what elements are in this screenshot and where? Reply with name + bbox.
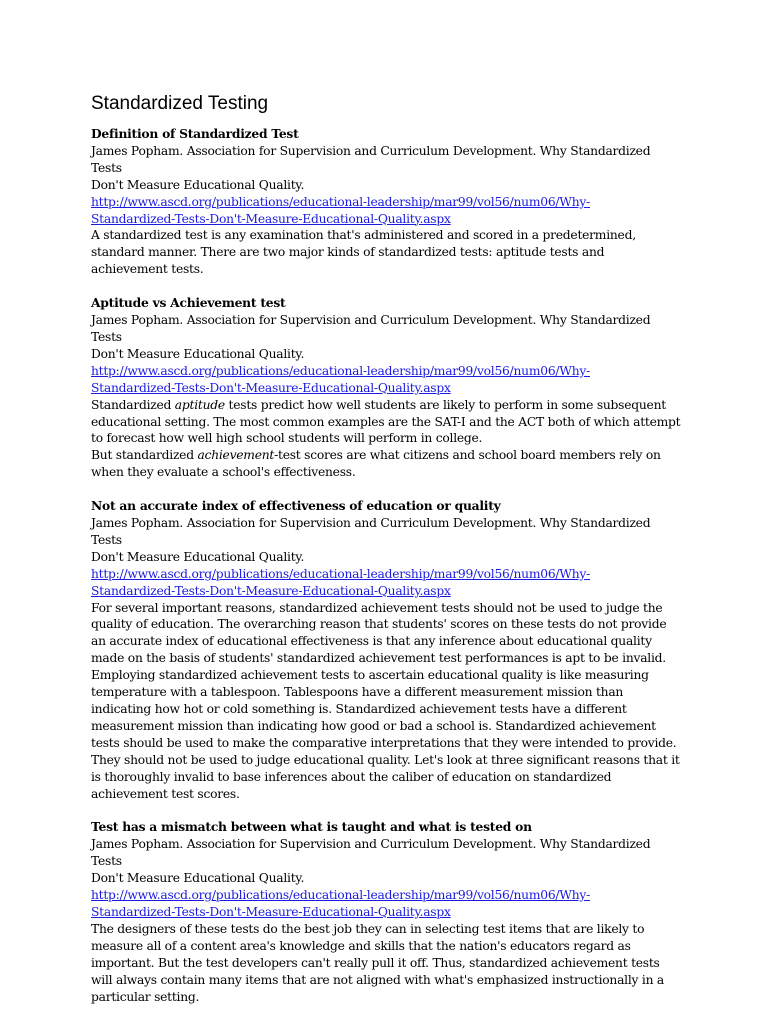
- source-link[interactable]: http://www.ascd.org/publications/educational-leadership/mar99/vol56/num06/Why-: [91, 888, 590, 903]
- section-heading: Aptitude vs Achievement test: [91, 295, 286, 311]
- emphasized-term: aptitude: [174, 397, 225, 412]
- citation-line: James Popham. Association for Supervision and Curriculum Development. Why Standardized Tests: [91, 143, 651, 175]
- emphasized-term: achievement: [197, 448, 275, 463]
- body-paragraph: For several important reasons, standardized achievement tests should not be used to judge the quality of education. The overarching reason that students' scores on these tests do not provide an accurate index of educational effectiveness is that any inference about educational quality made on the basis of students' standardized achievement test performances is apt to be invalid.: [91, 600, 667, 666]
- citation-line: Don't Measure Educational Quality.: [91, 871, 305, 886]
- body-paragraph: [91, 397, 681, 448]
- source-link[interactable]: Standardized-Tests-Don't-Measure-Educational-Quality.aspx: [91, 380, 451, 395]
- section-not-accurate-index: [91, 498, 681, 802]
- paragraph-text: tests predict how well students are likely to perform in some subsequent educational setting. The most common examples are the SAT-I and the ACT both of which attempt to forecast how well high school students will perform in college.: [91, 397, 681, 446]
- section-heading: Not an accurate index of effectiveness of education or quality: [91, 498, 501, 514]
- body-paragraph: The designers of these tests do the best job they can in selecting test items that are likely to measure all of a content area's knowledge and skills that the nation's educators regard as important. But the test developers can't really pull it off. Thus, standardized achievement tests will always contain many items that are not aligned with what's emphasized instructionally in a particular setting.: [91, 921, 664, 1004]
- citation-line: Don't Measure Educational Quality.: [91, 549, 305, 564]
- source-link[interactable]: Standardized-Tests-Don't-Measure-Educational-Quality.aspx: [91, 211, 451, 226]
- section-heading: Definition of Standardized Test: [91, 126, 299, 141]
- source-link[interactable]: http://www.ascd.org/publications/educational-leadership/mar99/vol56/num06/Why-: [91, 363, 590, 378]
- citation-line: James Popham. Association for Supervision and Curriculum Development. Why Standardized Tests: [91, 516, 651, 547]
- section-heading: Test has a mismatch between what is taught and what is tested on: [91, 819, 532, 835]
- citation-line: Don't Measure Educational Quality.: [91, 346, 305, 361]
- citation-line: James Popham. Association for Supervision and Curriculum Development. Why Standardized Tests: [91, 837, 651, 869]
- body-paragraph: [91, 447, 681, 481]
- paragraph-text: -test scores are what citizens and school board members rely on when they evaluate a school's effectiveness.: [91, 448, 661, 480]
- section-definition: [91, 126, 681, 278]
- body-paragraph: A standardized test is any examination that's administered and scored in a predetermined, standard manner. There are two major kinds of standardized tests: aptitude tests and achievement tests.: [91, 228, 636, 277]
- source-link[interactable]: Standardized-Tests-Don't-Measure-Educational-Quality.aspx: [91, 904, 451, 919]
- document-title: Standardized Testing: [91, 93, 269, 114]
- section-aptitude-vs-achievement: [91, 295, 681, 481]
- source-link[interactable]: http://www.ascd.org/publications/educational-leadership/mar99/vol56/num06/Why-: [91, 566, 590, 581]
- body-paragraph: Employing standardized achievement tests to ascertain educational quality is like measuring temperature with a tablespoon. Tablespoons have a different measurement mission than indicating how hot or cold something is. Standardized achievement tests have a different measurement mission than indicating how good or bad a school is. Standardized achievement tests should be used to make the comparative interpretations that they were intended to provide. They should not be used to judge educational quality. Let's look at three significant reasons that it is thoroughly invalid to base inferences about the caliber of education on standardized achievement test scores.: [91, 668, 680, 801]
- source-link[interactable]: Standardized-Tests-Don't-Measure-Educational-Quality.aspx: [91, 583, 451, 598]
- source-link[interactable]: http://www.ascd.org/publications/educational-leadership/mar99/vol56/num06/Why-: [91, 194, 590, 209]
- paragraph-text: But standardized: [91, 448, 198, 463]
- citation-line: Don't Measure Educational Quality.: [91, 177, 305, 192]
- document-page: [91, 92, 681, 1022]
- citation-line: James Popham. Association for Supervision and Curriculum Development. Why Standardized Tests: [91, 313, 651, 344]
- paragraph-text: Standardized: [91, 397, 175, 412]
- section-mismatch: [91, 819, 681, 1005]
